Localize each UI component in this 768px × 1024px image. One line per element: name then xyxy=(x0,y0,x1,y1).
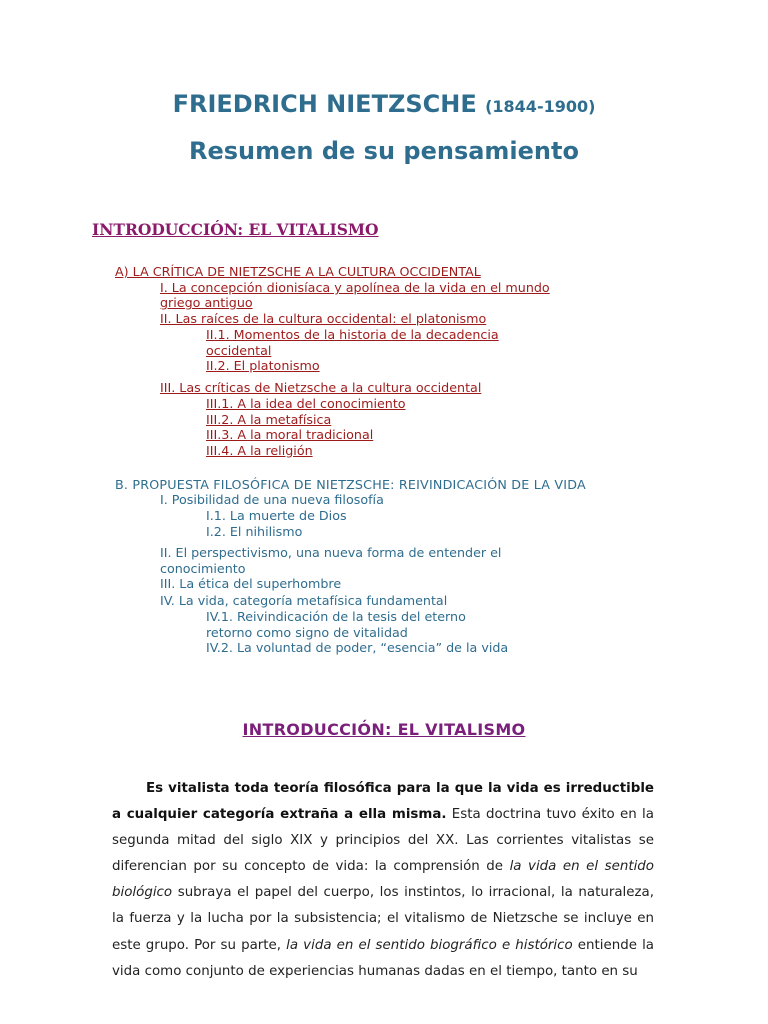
intro-heading-link[interactable]: INTRODUCCIÓN: EL VITALISMO xyxy=(92,220,379,239)
paragraph-text-2: subraya el papel del cuerpo, los instintos, lo irracional, la naturaleza, la fuerza y la lucha por la subsistencia; el vitalismo de Nietzsche se incluye en este grupo. Por su parte, xyxy=(112,885,654,953)
toc-link-b-i1[interactable]: I.1. La muerte de Dios xyxy=(206,508,347,523)
toc-link-b-iii[interactable]: III. La ética del superhombre xyxy=(160,576,342,591)
toc-link-a-iii2[interactable]: III.2. A la metafísica xyxy=(206,412,332,427)
toc-link-b-iv2[interactable]: IV.2. La voluntad de poder, “esencia” de la vida xyxy=(206,640,509,655)
toc-link-a-ii1[interactable]: II.1. Momentos de la historia de la decadencia xyxy=(206,327,499,342)
author-years: (1844-1900) xyxy=(485,97,596,116)
paragraph-text-3: entiende la vida como conjunto de experiencias humanas dadas en el tiempo, tanto en su xyxy=(112,937,654,979)
toc-link-a-ii2[interactable]: II.2. El platonismo xyxy=(206,358,320,373)
toc-link-a-i-cont[interactable]: griego antiguo xyxy=(160,295,253,310)
page-title xyxy=(0,90,768,118)
toc-link-b-iv1-cont[interactable]: retorno como signo de vitalidad xyxy=(206,625,408,640)
toc-link-a-title[interactable]: A) LA CRÍTICA DE NIETZSCHE A LA CULTURA OCCIDENTAL xyxy=(115,264,481,279)
paragraph-text-1: Esta doctrina tuvo éxito en la segunda mitad del siglo XIX y principios del XX. Las corrientes vitalistas se diferencian por su concepto de vida: la comprensión de xyxy=(112,807,654,875)
toc-link-a-iii[interactable]: III. Las críticas de Nietzsche a la cultura occidental xyxy=(160,380,482,395)
author-name: FRIEDRICH NIETZSCHE xyxy=(172,90,477,118)
toc-link-b-ii-cont[interactable]: conocimiento xyxy=(160,561,246,576)
toc-link-a-iii3[interactable]: III.3. A la moral tradicional xyxy=(206,427,374,442)
toc-link-b-iv[interactable]: IV. La vida, categoría metafísica fundamental xyxy=(160,593,448,608)
toc-link-a-ii[interactable]: II. Las raíces de la cultura occidental: el platonismo xyxy=(160,311,487,326)
toc-link-b-i[interactable]: I. Posibilidad de una nueva filosofía xyxy=(160,492,384,507)
toc-link-b-title[interactable]: B. PROPUESTA FILOSÓFICA DE NIETZSCHE: REIVINDICACIÓN DE LA VIDA xyxy=(115,477,586,492)
toc-link-a-iii1[interactable]: III.1. A la idea del conocimiento xyxy=(206,396,406,411)
toc-link-b-iv1[interactable]: IV.1. Reivindicación de la tesis del eterno xyxy=(206,609,466,624)
body-paragraph xyxy=(112,776,654,985)
page-subtitle: Resumen de su pensamiento xyxy=(189,137,579,165)
paragraph-italic-1: la vida en el sentido biológico xyxy=(112,859,654,901)
toc-link-a-ii1-cont[interactable]: occidental xyxy=(206,343,272,358)
section-heading: INTRODUCCIÓN: EL VITALISMO xyxy=(242,720,526,739)
toc-link-a-iii4[interactable]: III.4. A la religión xyxy=(206,443,313,458)
paragraph-italic-2: la vida en el sentido biográfico e histórico xyxy=(286,937,573,953)
toc-link-b-i2[interactable]: I.2. El nihilismo xyxy=(206,524,303,539)
toc-link-b-ii[interactable]: II. El perspectivismo, una nueva forma de entender el xyxy=(160,545,502,560)
paragraph-lead: Es vitalista toda teoría filosófica para la que la vida es irreductible a cualquier categoría extraña a ella misma. xyxy=(112,781,654,823)
toc-link-a-i[interactable]: I. La concepción dionisíaca y apolínea de la vida en el mundo xyxy=(160,280,550,295)
